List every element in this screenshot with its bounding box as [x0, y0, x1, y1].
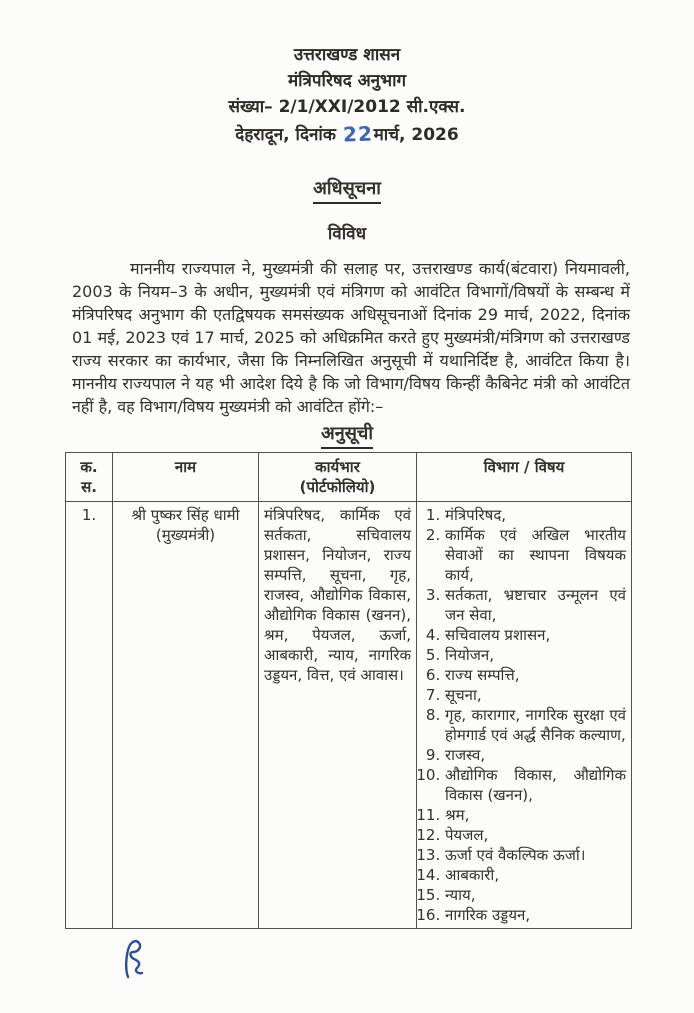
- department-item: 4. सचिवालय प्रशासन,: [445, 625, 626, 645]
- department-item: 16. नागरिक उड्डयन,: [445, 905, 626, 925]
- portfolio-allocation-table: [65, 452, 632, 929]
- department-item: 13. ऊर्जा एवं वैकल्पिक ऊर्जा।: [445, 845, 626, 865]
- notification-heading: अधिसूचना: [313, 176, 381, 204]
- minister-name-cell: [113, 502, 259, 929]
- handwritten-signature-mark: [118, 937, 694, 983]
- minister-designation: (मुख्यमंत्री): [155, 526, 216, 544]
- serial-number-cell: 1.: [66, 502, 113, 929]
- departments-cell: [417, 502, 632, 929]
- signature-scribble-icon: [118, 937, 152, 981]
- schedule-heading: अनुसूची: [321, 421, 373, 449]
- section-name: मंत्रिपरिषद अनुभाग: [287, 71, 407, 91]
- government-name: उत्तराखण्ड शासन: [293, 45, 401, 65]
- department-item: 9. राजस्व,: [445, 745, 626, 765]
- table-row: [66, 502, 632, 929]
- department-item: 11. श्रम,: [445, 805, 626, 825]
- column-header-portfolio: कार्यभार (पोर्टफोलियो): [259, 453, 417, 502]
- department-item: 8. गृह, कारागार, नागरिक सुरक्षा एवं होमगार्ड एवं अर्द्ध सैनिक कल्याण,: [445, 705, 626, 745]
- place-date-suffix: मार्च, 2026: [373, 125, 459, 145]
- document-header: [0, 0, 694, 148]
- place-date-prefix: देहरादून, दिनांक: [235, 125, 342, 145]
- department-item: 15. न्याय,: [445, 885, 626, 905]
- department-item: 14. आबकारी,: [445, 865, 626, 885]
- departments-list: [422, 505, 626, 925]
- department-item: 12. पेयजल,: [445, 825, 626, 845]
- department-item: 10. औद्योगिक विकास, औद्योगिक विकास (खनन),: [445, 765, 626, 805]
- column-header-name: नाम: [113, 453, 259, 502]
- department-item: 1. मंत्रिपरिषद,: [445, 505, 626, 525]
- table-header-row: [66, 453, 632, 502]
- department-item: 6. राज्य सम्पत्ति,: [445, 665, 626, 685]
- category-heading: विविध: [327, 224, 367, 244]
- handwritten-day-number: 22: [342, 121, 374, 147]
- department-item: 2. कार्मिक एवं अखिल भारतीय सेवाओं का स्थापना विषयक कार्य,: [445, 525, 626, 585]
- column-header-departments: विभाग / विषय: [417, 453, 632, 502]
- department-item: 3. सर्तकता, भ्रष्टाचार उन्मूलन एवं जन सेवा,: [445, 585, 626, 625]
- department-item: 7. सूचना,: [445, 685, 626, 705]
- letter-number-line: संख्या– 2/1/XXI/2012 सी.एक्स.: [228, 97, 466, 117]
- column-header-serial: क. स.: [66, 453, 113, 502]
- minister-name: श्री पुष्कर सिंह धामी: [131, 506, 240, 524]
- place-date-line: [0, 120, 694, 148]
- portfolio-cell: मंत्रिपरिषद, कार्मिक एवं सर्तकता, सचिवालय प्रशासन, नियोजन, राज्य सम्पत्ति, सूचना, गृह, राजस्व, औद्योगिक विकास, औद्योगिक विकास (खनन), श्रम, पेयजल, ऊर्जा, आबकारी, न्याय, नागरिक उड्डयन, वित्त, एवं आवास।: [259, 502, 417, 929]
- department-item: 5. नियोजन,: [445, 645, 626, 665]
- notification-body-paragraph: माननीय राज्यपाल ने, मुख्यमंत्री की सलाह पर, उत्तराखण्ड कार्य(बंटवारा) नियमावली, 2003 के नियम–3 के अधीन, मुख्यमंत्री एवं मंत्रिगण को आवंटित विभागों/विषयों के सम्बन्ध में मंत्रिपरिषद अनुभाग की एतद्विषयक समसंख्यक अधिसूचनाओं दिनांक 29 मार्च, 2022, दिनांक 01 मई, 2023 एवं 17 मार्च, 2025 को अधिक्रमित करते हुए मुख्यमंत्री/मंत्रिगण को उत्तराखण्ड राज्य सरकार का कार्यभार, जैसा कि निम्नलिखित अनुसूची में यथानिर्दिष्ट है, आवंटित किया है। माननीय राज्यपाल ने यह भी आदेश दिये है कि जो विभाग/विषय किन्हीं कैबिनेट मंत्री को आवंटित नहीं है, वह विभाग/विषय मुख्यमंत्री को आवंटित होंगे:–: [72, 259, 630, 416]
